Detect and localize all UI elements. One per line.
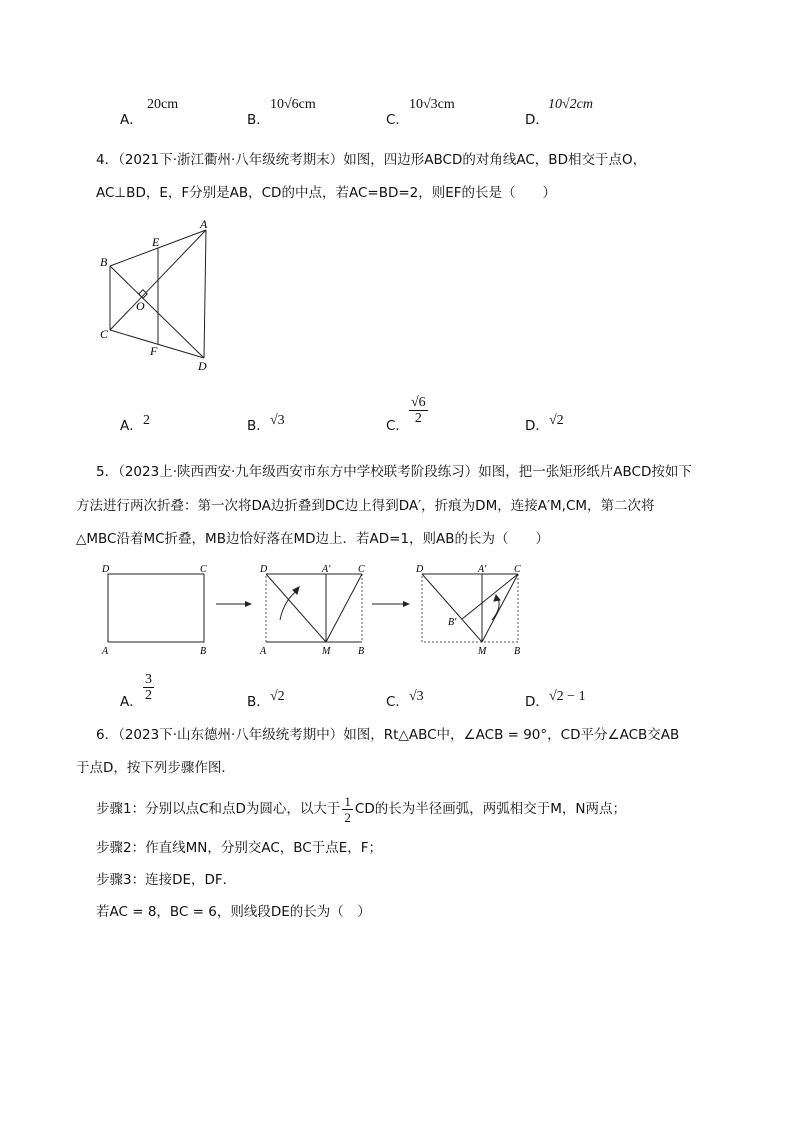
q5-stem-line3: △MBC沿着MC折叠，MB边恰好落在MD边上．若AD=1，则AB的长为（ ） [76,531,550,547]
q5-fig3-label-C: C [514,564,521,575]
q3-option-b-label: B． [247,112,270,128]
q5-option-c-label: C． [386,694,409,710]
q4-option-b-value: √3 [270,413,285,428]
q5-option-a-fraction [143,672,154,703]
q5-option-d-value: √2 − 1 [549,689,586,704]
q5-fig2-label-B: B [358,646,365,657]
q6-stem-line2: 于点D，按下列步骤作图． [76,760,235,776]
q6-step1-text-after: CD的长为半径画弧，两弧相交于M，N两点； [354,801,626,817]
q6-step-2: 步骤2：作直线MN，分别交AC，BC于点E，F； [96,840,383,856]
q5-fig3-label-B-prime: B′ [448,617,457,628]
q6-number: 6． [96,727,119,743]
q5-fig2-label-D: D [260,564,268,575]
q4-stem-line2: AC⊥BD，E，F分别是AB，CD的中点，若AC=BD=2，则EF的长是（ ） [96,185,557,201]
q4-label-A: A [200,218,208,231]
q4-quadrilateral-figure [98,218,218,376]
q6-step1-denominator: 2 [344,809,351,825]
q3-option-d-value: 10√2cm [548,97,594,112]
q3-option-a-label: A． [120,112,143,128]
q4-option-c-label: C． [386,418,409,434]
q6-line-1 [96,725,679,745]
q6-step1-fraction [342,794,353,825]
q3-option-a-value: 20cm [147,97,179,112]
q5-source: （2023上·陕西西安·九年级西安市东方中学校联考阶段练习） [118,464,479,480]
q5-fig2-label-C: C [358,564,365,575]
q6-step1-numerator: 1 [344,793,351,809]
q5-line-1 [96,462,692,482]
q5-arrow-1 [214,598,254,610]
q4-stem-line1: 如图，四边形ABCD的对角线AC，BD相交于点O， [343,152,647,168]
q5-fig2-label-A: A [260,646,267,657]
q3-option-d-label: D． [525,112,549,128]
q5-fig2-label-M: M [322,646,331,657]
q5-option-b-value: √2 [270,689,285,704]
q4-option-a-value: 2 [143,413,150,428]
q6-question: 若AC = 8，BC = 6，则线段DE的长为（ ） [96,904,371,920]
q4-number: 4． [96,152,119,168]
q5-figure-2-first-fold [258,562,370,658]
q4-option-c-denominator: 2 [414,411,422,426]
q4-option-d-value: √2 [549,413,564,428]
q4-option-c-fraction [409,395,428,426]
q3-option-b-value: 10√6cm [270,97,316,112]
q4-label-D: D [198,359,207,373]
q4-label-F: F [150,344,158,358]
q5-option-a-denominator: 2 [145,688,152,703]
q6-step-1 [96,790,626,828]
q5-fig3-label-M: M [478,646,487,657]
q5-figure-3-second-fold [414,562,526,658]
q5-stem-line2: 方法进行两次折叠：第一次将DA边折叠到DC边上得到DA′，折痕为DM，连接A′M,CM，第二次将 [76,498,655,514]
q3-option-c-value: 10√3cm [409,97,455,112]
q5-fig1-label-C: C [200,564,207,575]
q4-label-E: E [152,235,160,249]
q4-option-a-label: A． [120,418,143,434]
q3-option-c-label: C． [386,112,409,128]
q4-line-1 [96,150,646,170]
q4-option-b-label: B． [247,418,270,434]
q5-option-b-label: B． [247,694,270,710]
q5-fig3-label-D: D [416,564,424,575]
q4-label-C: C [100,327,109,341]
q4-option-c-numerator: √6 [411,395,426,410]
q5-stem-line1: 如图，把一张矩形纸片ABCD按如下 [478,464,692,480]
q5-fig1-label-A: A [102,646,109,657]
q5-arrow-2 [370,598,412,610]
q5-figure-1-rectangle [100,562,212,658]
q6-step1-text-before: 步骤1：分别以点C和点D为圆心，以大于 [96,801,341,817]
q5-fig2-label-A-prime: A′ [322,564,331,575]
q6-source: （2023下·山东德州·八年级统考期中） [118,727,344,743]
q5-fig1-label-B: B [200,646,207,657]
q5-option-a-label: A． [120,694,143,710]
q5-fig3-label-B: B [514,646,521,657]
q5-number: 5． [96,464,119,480]
q4-label-O: O [136,299,145,313]
q4-source: （2021下·浙江衢州·八年级统考期末） [118,152,344,168]
q5-fig1-label-D: D [102,564,110,575]
q5-fig3-label-A-prime: A′ [478,564,487,575]
q5-option-a-numerator: 3 [145,672,152,687]
q6-step-3: 步骤3：连接DE，DF． [96,872,237,888]
q5-option-c-value: √3 [409,689,424,704]
q4-label-B: B [100,255,108,269]
q4-option-d-label: D． [525,418,549,434]
q5-option-d-label: D． [525,694,549,710]
q6-stem-line1: 如图，Rt△ABC中，∠ACB = 90°，CD平分∠ACB交AB [343,727,680,743]
